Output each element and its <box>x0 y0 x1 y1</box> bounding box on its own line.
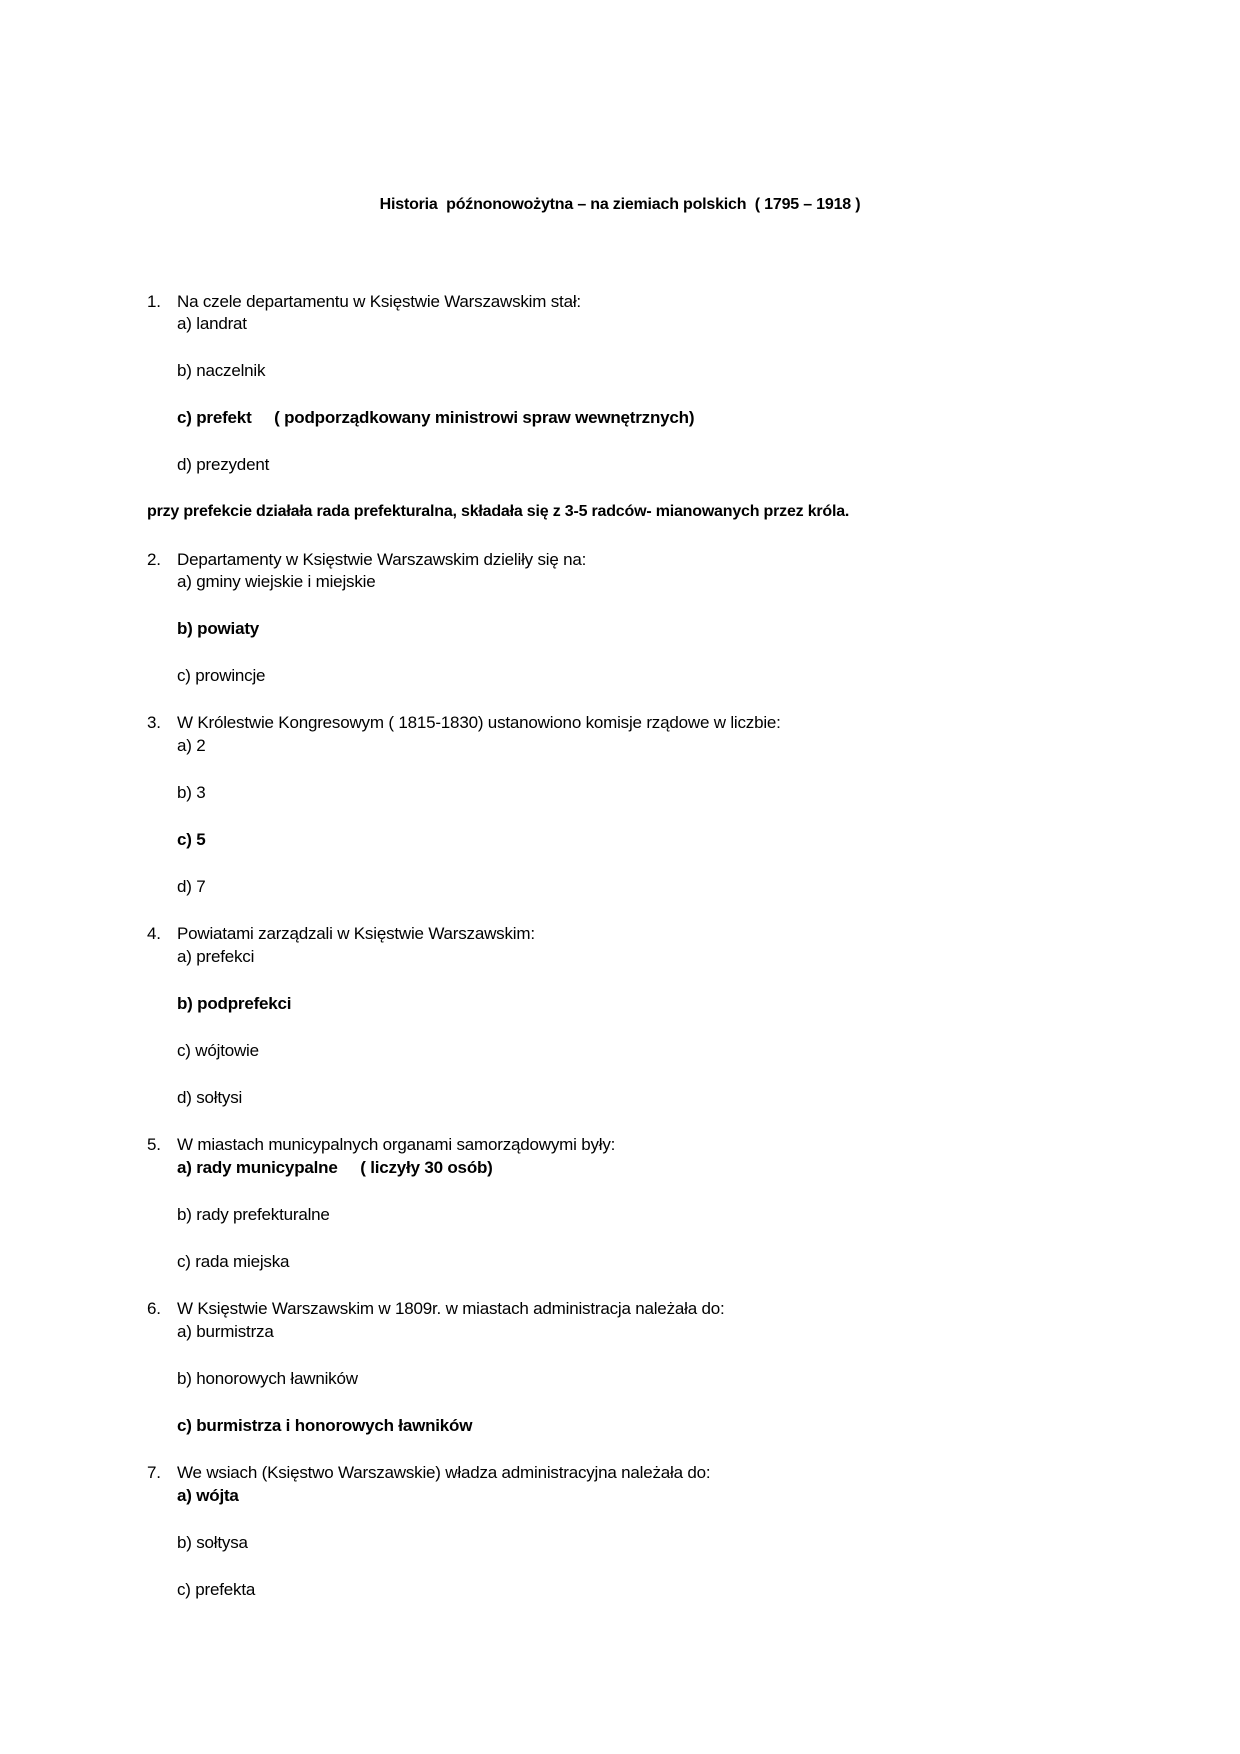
question-5-option-b: b) rady prefekturalne <box>177 1205 330 1224</box>
question-7-text: We wsiach (Księstwo Warszawskie) władza administracyjna należała do: <box>177 1463 711 1482</box>
question-6-option-a: a) burmistrza <box>177 1322 274 1341</box>
question-1-option-a: a) landrat <box>177 314 247 333</box>
question-7-option-c: c) prefekta <box>177 1580 256 1599</box>
question-6-option-b: b) honorowych ławników <box>177 1369 358 1388</box>
question-1-text: Na czele departamentu w Księstwie Warszawskim stał: <box>177 292 581 311</box>
question-5-number: 5. <box>147 1135 161 1154</box>
question-4-option-d: d) sołtysi <box>177 1088 243 1107</box>
page-title: Historia późnonowożytna – na ziemiach polskich ( 1795 – 1918 ) <box>379 196 861 213</box>
question-4-option-b-answer: b) podprefekci <box>177 994 292 1013</box>
question-5-option-a-answer: a) rady municypalne ( liczyły 30 osób) <box>177 1158 493 1177</box>
question-3-text: W Królestwie Kongresowym ( 1815-1830) ustanowiono komisje rządowe w liczbie: <box>177 713 781 732</box>
question-4-number: 4. <box>147 924 161 943</box>
question-1-option-d: d) prezydent <box>177 455 270 474</box>
question-2-option-b-answer: b) powiaty <box>177 619 260 638</box>
question-4-text: Powiatami zarządzali w Księstwie Warszawskim: <box>177 924 535 943</box>
question-5-text: W miastach municypalnych organami samorządowymi były: <box>177 1135 616 1154</box>
question-3-number: 3. <box>147 713 161 732</box>
question-7-option-b: b) sołtysa <box>177 1533 248 1552</box>
question-4-option-a: a) prefekci <box>177 947 255 966</box>
question-6-option-c-answer: c) burmistrza i honorowych ławników <box>177 1416 473 1435</box>
question-1-number: 1. <box>147 292 161 311</box>
question-4-option-c: c) wójtowie <box>177 1041 259 1060</box>
question-7-option-a-answer: a) wójta <box>177 1486 239 1505</box>
question-3-option-c-answer: c) 5 <box>177 830 206 849</box>
question-6-text: W Księstwie Warszawskim w 1809r. w miastach administracja należała do: <box>177 1299 725 1318</box>
question-7-number: 7. <box>147 1463 161 1482</box>
question-3-option-b: b) 3 <box>177 783 206 802</box>
question-6-number: 6. <box>147 1299 161 1318</box>
question-3-option-d: d) 7 <box>177 877 206 896</box>
prefecture-note: przy prefekcie działała rada prefekturalna, składała się z 3-5 radców- mianowanych przez króla. <box>147 503 850 520</box>
question-2-option-c: c) prowincje <box>177 666 266 685</box>
question-2-text: Departamenty w Księstwie Warszawskim dzieliły się na: <box>177 550 587 569</box>
question-1-option-c-answer: c) prefekt ( podporządkowany ministrowi spraw wewnętrznych) <box>177 408 695 427</box>
question-2-option-a: a) gminy wiejskie i miejskie <box>177 572 376 591</box>
question-2-number: 2. <box>147 550 161 569</box>
question-1-option-b: b) naczelnik <box>177 361 266 380</box>
question-5-option-c: c) rada miejska <box>177 1252 290 1271</box>
question-3-option-a: a) 2 <box>177 736 206 755</box>
